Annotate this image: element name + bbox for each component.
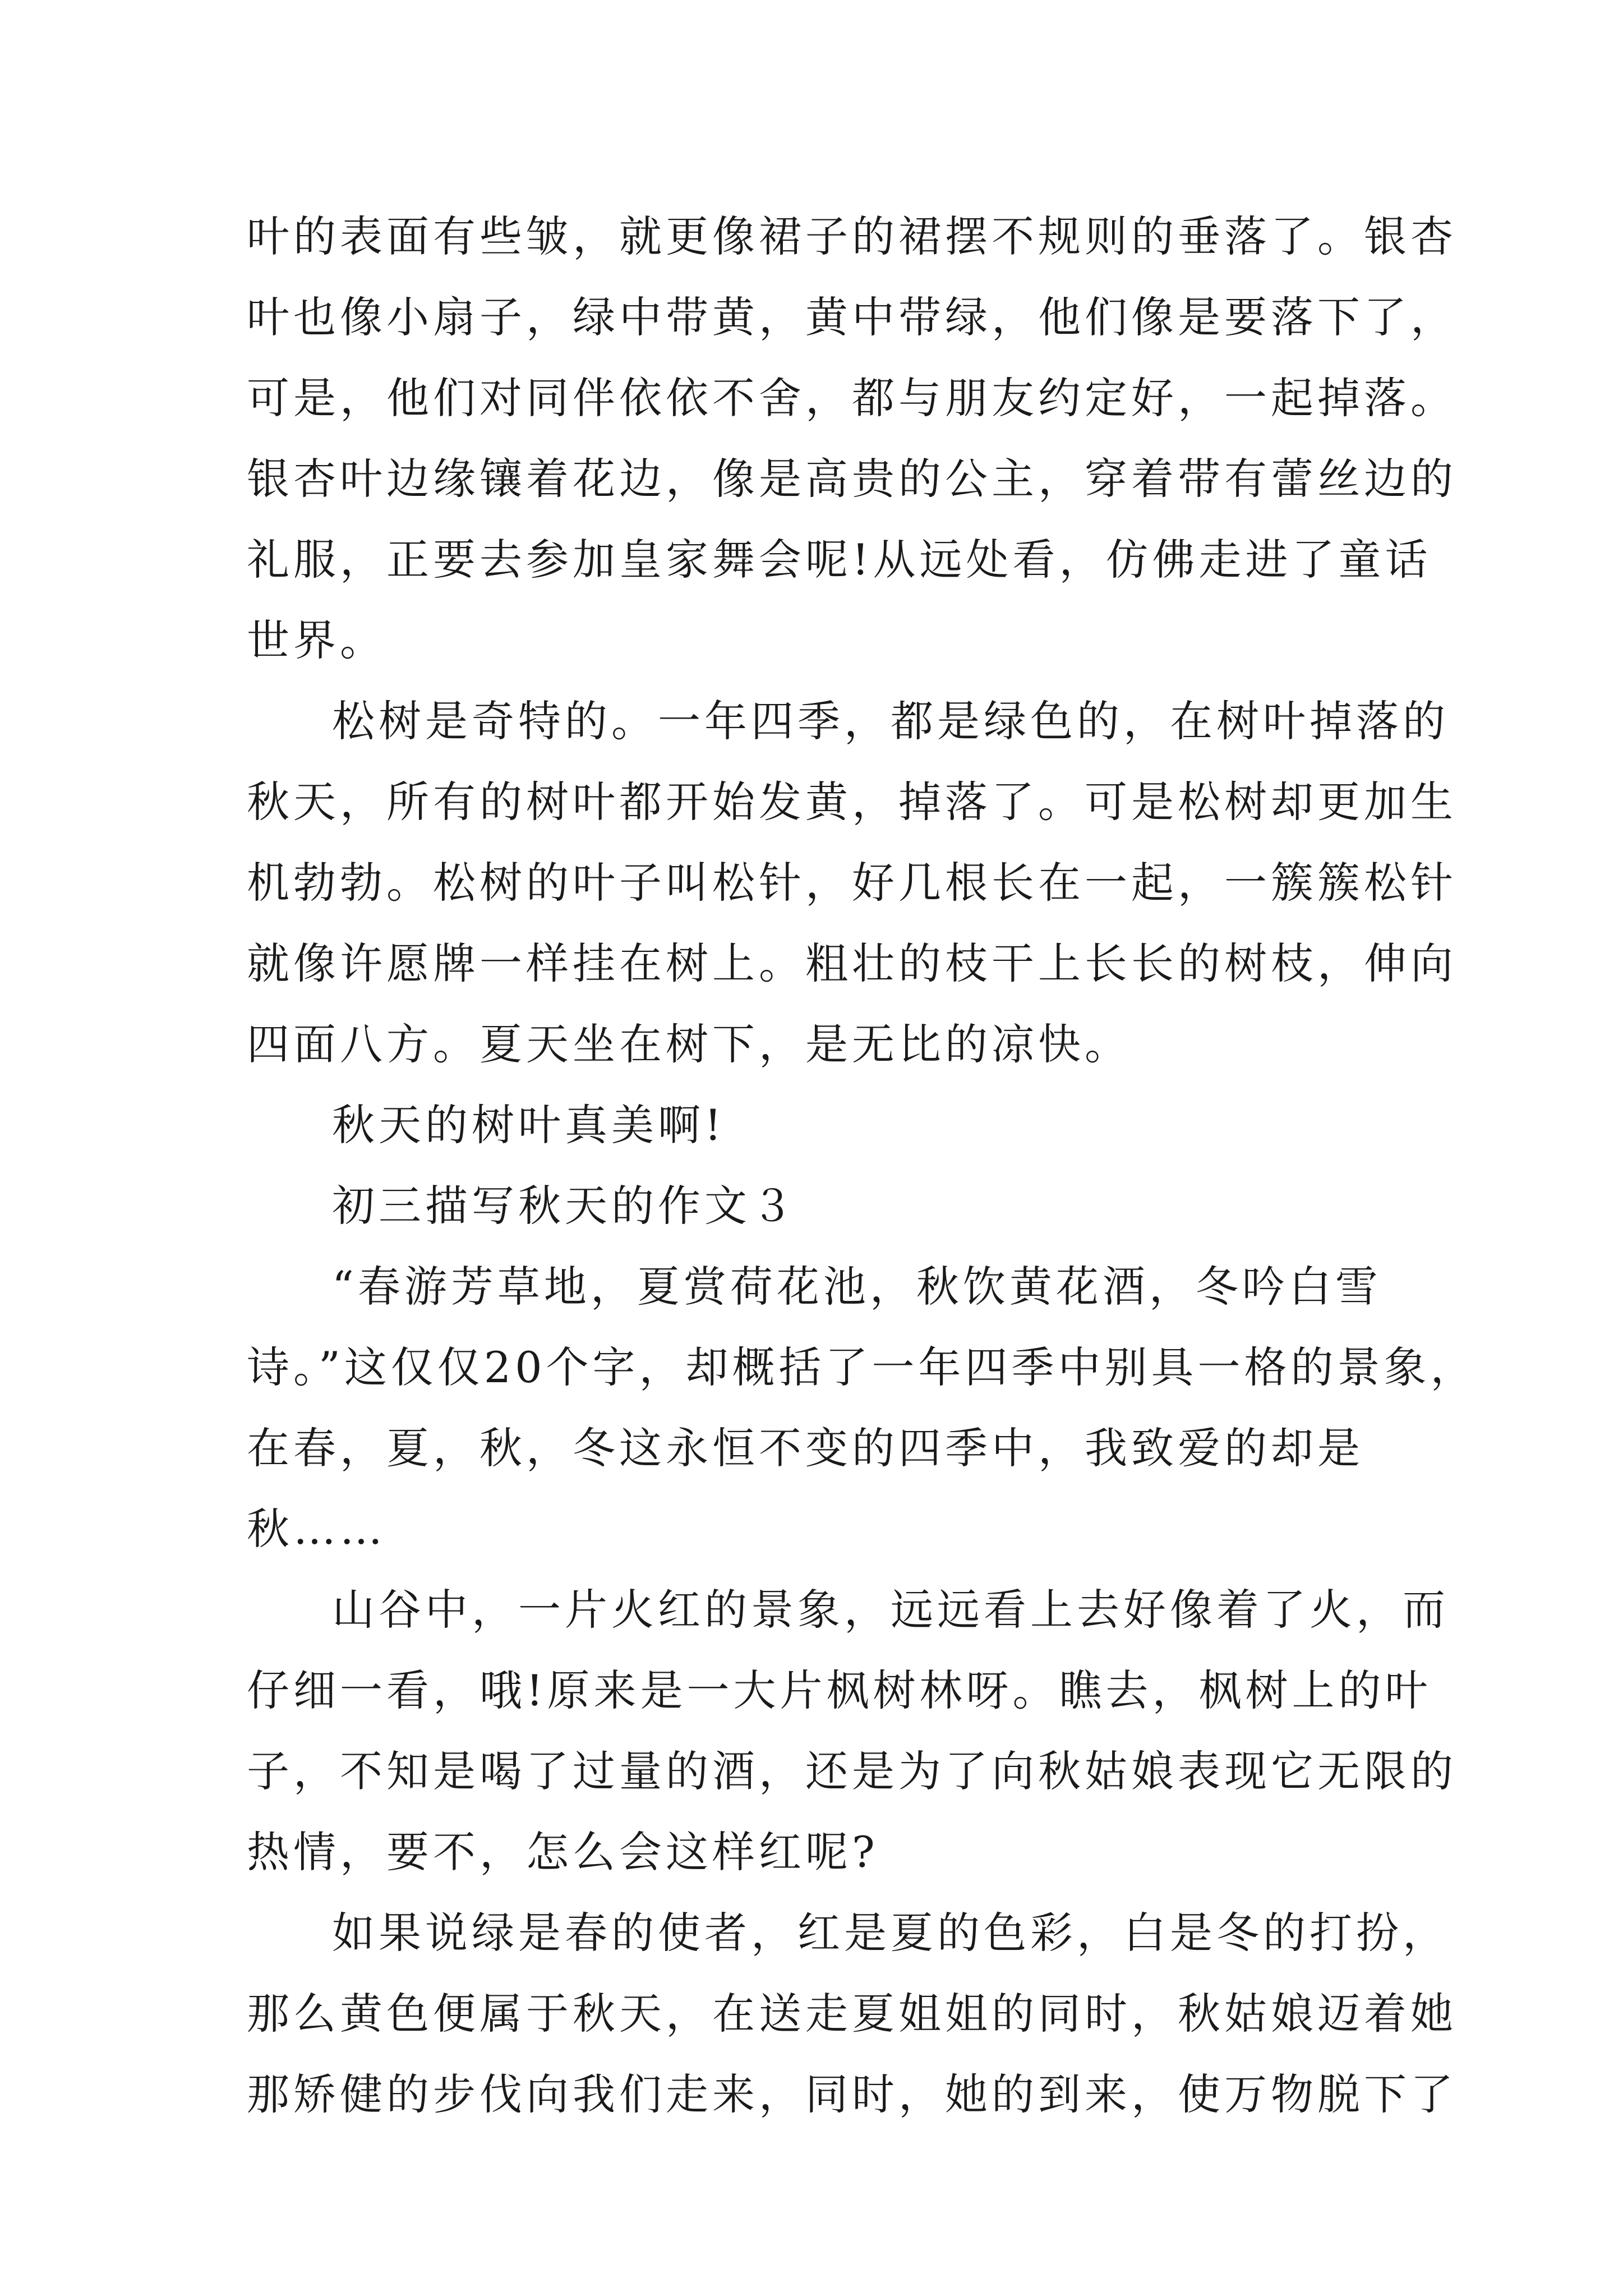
paragraph	[247, 1893, 1457, 2135]
text-line: 那矫健的步伐向我们走来，同时，她的到来，使万物脱下了	[247, 2069, 1457, 2119]
document-body	[247, 196, 1477, 2135]
text-line: 四面八方。夏天坐在树下，是无比的凉快。	[247, 1019, 1131, 1069]
paragraph	[247, 1085, 1419, 1166]
text-line: 机勃勃。松树的叶子叫松针，好几根长在一起，一簇簇松针	[247, 858, 1457, 908]
text-line: “春游芳草地，夏赏荷花池，秋饮黄花酒，冬吟白雪	[332, 1262, 1382, 1312]
text-line: 秋……	[247, 1504, 386, 1554]
text-line: 子，不知是喝了过量的酒，还是为了向秋姑娘表现它无限的	[247, 1746, 1457, 1796]
text-line: 如果说绿是春的使者，红是夏的色彩，白是冬的打扮，	[332, 1908, 1449, 1958]
text-line: 松树是奇特的。一年四季，都是绿色的，在树叶掉落的	[332, 696, 1449, 746]
paragraph	[247, 1246, 1477, 1570]
text-line: 诗。”这仅仅20个字，却概括了一年四季中别具一格的景象，	[247, 1342, 1477, 1392]
paragraph	[247, 681, 1457, 1085]
text-line: 秋天的树叶真美啊!	[332, 1100, 726, 1150]
text-line: 热情，要不，怎么会这样红呢?	[247, 1827, 879, 1877]
text-line: 山谷中，一片火红的景象，远远看上去好像着了火，而	[332, 1585, 1449, 1635]
text-line: 叶的表面有些皱，就更像裙子的裙摆不规则的垂落了。银杏	[247, 211, 1457, 261]
text-line: 秋天，所有的树叶都开始发黄，掉落了。可是松树却更加生	[247, 777, 1457, 827]
text-line: 礼服，正要去参加皇家舞会呢!从远处看，仿佛走进了童话	[247, 535, 1432, 585]
text-line: 银杏叶边缘镶着花边，像是高贵的公主，穿着带有蕾丝边的	[247, 454, 1457, 504]
text-line: 可是，他们对同伴依依不舍，都与朋友约定好，一起掉落。	[247, 373, 1457, 423]
text-line: 仔细一看，哦!原来是一大片枫树林呀。瞧去，枫树上的叶	[247, 1665, 1432, 1715]
paragraph	[247, 196, 1457, 681]
text-line: 初三描写秋天的作文３	[332, 1181, 797, 1231]
text-line: 在春，夏，秋，冬这永恒不变的四季中，我致爱的却是	[247, 1423, 1364, 1473]
section-heading	[247, 1166, 1419, 1246]
text-line: 就像许愿牌一样挂在树上。粗壮的枝干上长长的树枝，伸向	[247, 938, 1457, 988]
text-line: 那么黄色便属于秋天，在送走夏姐姐的同时，秋姑娘迈着她	[247, 1989, 1457, 2039]
text-line: 叶也像小扇子，绿中带黄，黄中带绿，他们像是要落下了，	[247, 292, 1457, 342]
text-line: 世界。	[247, 615, 386, 665]
paragraph	[247, 1570, 1457, 1893]
